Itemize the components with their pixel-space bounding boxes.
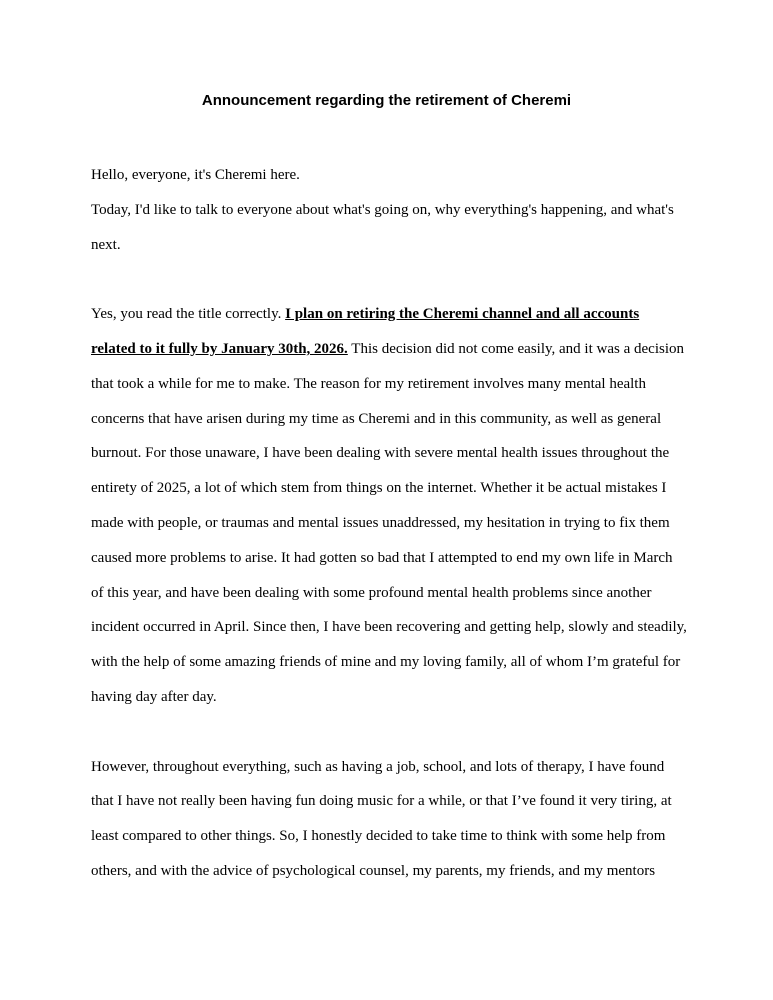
reflection-paragraph: However, throughout everything, such as having a job, school, and lots of therapy, I have found that I have not really been having fun doing music for a while, or that I’ve found it very tiring, at least compared to other things. So, I honestly decided to take time to think with some help from others, and with the advice of psychological counsel, my parents, my friends, and my mentors xyxy=(91,758,672,879)
retirement-paragraph xyxy=(91,297,687,715)
retirement-date-highlight: I plan on retiring the Cheremi channel and all accounts related to it fully by January 30th, 2026. xyxy=(91,306,640,357)
intro-paragraph: Today, I'd like to talk to everyone about what's going on, why everything's happening, and what's next. xyxy=(91,201,674,253)
document-body xyxy=(91,158,687,889)
retirement-lead: Yes, you read the title correctly. xyxy=(91,306,286,323)
greeting-line: Hello, everyone, it's Cheremi here. xyxy=(91,167,300,183)
paragraph-gap xyxy=(91,715,687,750)
document-title: Announcement regarding the retirement of Cheremi xyxy=(201,92,572,109)
paragraph-gap xyxy=(91,262,687,297)
retirement-details: This decision did not come easily, and it was a decision that took a while for me to make. The reason for my retirement involves many mental health concerns that have arisen during my time as Cheremi and in this community, as well as general burnout. For those unaware, I have been dealing with severe mental health issues throughout the entirety of 2025, a lot of which stem from things on the internet. Whether it be actual mistakes I made with people, or traumas and mental issues unaddressed, my hesitation in trying to fix them caused more problems to arise. It had gotten so bad that I attempted to end my own life in March of this year, and have been dealing with some profound mental health problems since another incident occurred in April. Since then, I have been recovering and getting help, slowly and steadily, with the help of some amazing friends of mine and my loving family, all of whom I’m grateful for having day after day. xyxy=(91,340,687,705)
